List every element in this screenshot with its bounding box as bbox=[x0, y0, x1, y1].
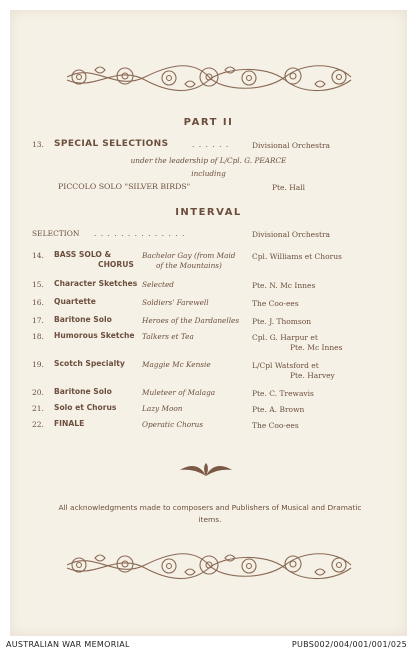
item-performer: L/Cpl Watsford et bbox=[252, 361, 319, 370]
item-piece: Maggie Mc Kensie bbox=[142, 360, 211, 369]
item-act: FINALE bbox=[54, 419, 85, 428]
item-piece: Soldiers' Farewell bbox=[142, 298, 209, 307]
item-performer: Pte. C. Trewavis bbox=[252, 389, 314, 398]
floral-border-bottom bbox=[65, 548, 353, 582]
item-13-leader-dots: . . . . . . bbox=[192, 140, 230, 149]
item-act-line2: CHORUS bbox=[98, 260, 134, 269]
item-piece: Lazy Moon bbox=[142, 404, 183, 413]
selection-leader-dots: . . . . . . . . . . . . . . bbox=[94, 229, 186, 238]
piccolo-performer: Pte. Hall bbox=[272, 183, 306, 192]
item-piece: Heroes of the Dardanelles bbox=[142, 316, 240, 325]
footer-reference-code: PUBS002/004/001/001/025 bbox=[291, 640, 407, 649]
item-performer: Cpl. G. Harpur et bbox=[252, 333, 318, 342]
item-number: 16. bbox=[32, 298, 44, 307]
item-act: Solo et Chorus bbox=[54, 403, 117, 412]
item-13-performer: Divisional Orchestra bbox=[252, 141, 331, 150]
item-piece-line2: of the Mountains) bbox=[156, 261, 222, 270]
item-act: Baritone Solo bbox=[54, 387, 112, 396]
program-card bbox=[10, 10, 407, 636]
item-number: 19. bbox=[32, 360, 44, 369]
item-13-title: SPECIAL SELECTIONS bbox=[54, 139, 169, 149]
item-13-including: including bbox=[191, 169, 226, 178]
item-performer: Pte. J. Thomson bbox=[252, 317, 312, 326]
floral-border-top bbox=[65, 60, 353, 94]
item-performer: The Coo-ees bbox=[252, 421, 299, 430]
selection-label: SELECTION bbox=[32, 229, 80, 238]
interval-title: INTERVAL bbox=[175, 207, 242, 218]
item-act: Character Sketches bbox=[54, 279, 138, 288]
piccolo-solo: PICCOLO SOLO "SILVER BIRDS" bbox=[58, 182, 191, 191]
item-performer: Pte. N. Mc Innes bbox=[252, 281, 316, 290]
item-number: 21. bbox=[32, 404, 44, 413]
item-act: BASS SOLO & bbox=[54, 250, 112, 259]
item-number: 15. bbox=[32, 280, 44, 289]
item-performer: Pte. A. Brown bbox=[252, 405, 305, 414]
footer-archive-name: AUSTRALIAN WAR MEMORIAL bbox=[6, 640, 130, 649]
item-number: 22. bbox=[32, 420, 44, 429]
item-13-number: 13. bbox=[32, 140, 44, 149]
item-piece: Talkers et Tea bbox=[142, 332, 194, 341]
item-performer: The Coo-ees bbox=[252, 299, 299, 308]
leaf-ornament-icon bbox=[178, 462, 234, 478]
item-act: Baritone Solo bbox=[54, 315, 112, 324]
part-title: PART II bbox=[183, 117, 234, 128]
item-piece: Muleteer of Malaga bbox=[142, 388, 216, 397]
item-act: Quartette bbox=[54, 297, 96, 306]
item-number: 17. bbox=[32, 316, 44, 325]
item-piece: Bachelor Gay (from Maid bbox=[142, 251, 236, 260]
item-13-leadership: under the leadership of L/Cpl. G. PEARCE bbox=[130, 156, 287, 165]
item-performer: Cpl. Williams et Chorus bbox=[252, 252, 342, 261]
item-act: Humorous Sketche bbox=[54, 331, 135, 340]
acknowledgment-text: All acknowledgments made to composers and Publishers of Musical and Dramatic items. bbox=[58, 503, 362, 524]
selection-performer: Divisional Orchestra bbox=[252, 230, 331, 239]
item-act: Scotch Specialty bbox=[54, 359, 125, 368]
item-number: 14. bbox=[32, 251, 44, 260]
item-number: 20. bbox=[32, 388, 44, 397]
item-performer-line2: Pte. Mc Innes bbox=[290, 343, 343, 352]
item-performer-line2: Pte. Harvey bbox=[290, 371, 335, 380]
item-piece: Selected bbox=[142, 280, 174, 289]
item-piece: Operatic Chorus bbox=[142, 420, 204, 429]
item-number: 18. bbox=[32, 332, 44, 341]
